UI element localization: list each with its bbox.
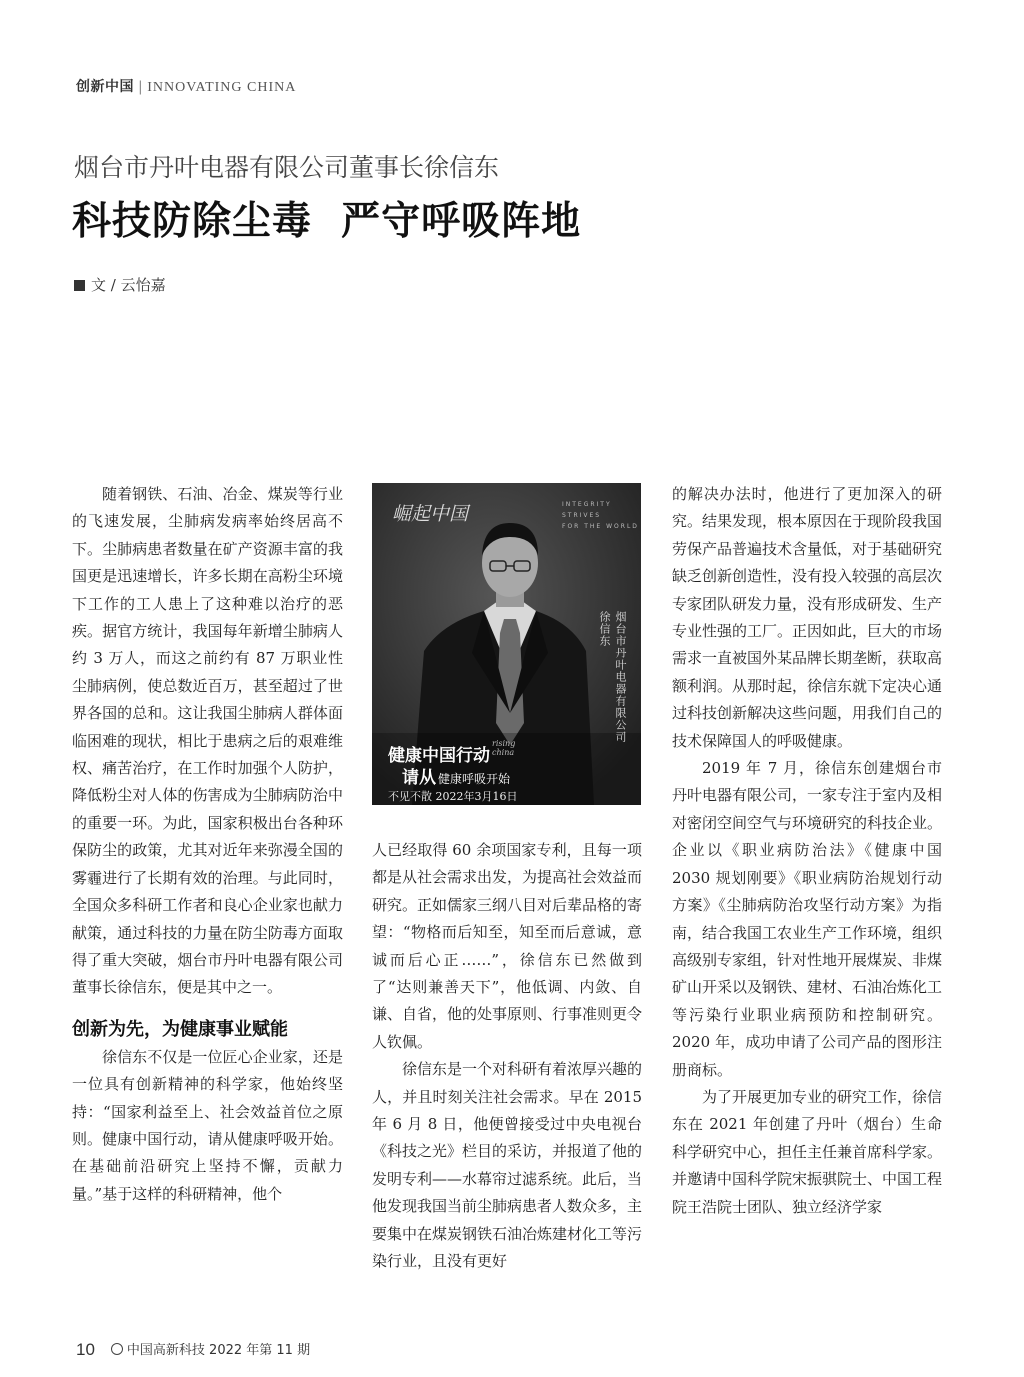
text-column-2	[372, 837, 642, 1276]
paragraph: 随着钢铁、石油、冶金、煤炭等行业的飞速发展，尘肺病发病率始终居高不下。尘肺病患者数量在矿产资源丰富的我国更是迅速增长，许多长期在高粉尘环境下工作的工人患上了这种难以治疗的恶疾。据官方统计，我国每年新增尘肺病人约 3 万人，而这之前约有 87 万职业性尘肺病例，使总数近百万，甚至超过了世界各国的总和。这让我国尘肺病人群体面临困难的现状，相比于患病之后的艰难维权、痛苦治疗，在工作时加强个人防护，降低粉尘对人体的伤害成为尘肺病防治中的重要一环。为此，国家积极出台各种环保防尘的政策，尤其对近年来弥漫全国的雾霾进行了长期有效的治理。与此同时，全国众多科研工作者和良心企业家也献力献策，通过科技的力量在防尘防毒方面取得了重大突破，烟台市丹叶电器有限公司董事长徐信东，便是其中之一。	[72, 485, 343, 997]
section-header	[76, 76, 296, 96]
photo-slogan-2	[402, 763, 510, 788]
photo-motto	[562, 499, 639, 532]
slogan-english-line: rising	[492, 739, 516, 748]
portrait-photo	[372, 483, 641, 805]
motto-line: STRIVES	[562, 512, 602, 519]
motto-line: FOR THE WORLD	[562, 523, 639, 530]
square-bullet-icon	[74, 280, 85, 291]
photo-logo: 崛起中国	[392, 503, 469, 525]
motto-line: INTEGRITY	[562, 501, 612, 508]
section-brand-english: INNOVATING CHINA	[147, 80, 297, 95]
header-separator: |	[138, 79, 144, 95]
section-brand: 创新中国	[76, 79, 134, 95]
photo-name-vertical: 徐信东	[598, 611, 611, 647]
slogan-english-line: china	[492, 748, 515, 757]
page-footer	[76, 1339, 310, 1360]
byline-text: 文 / 云怡嘉	[91, 276, 166, 294]
photo-slogan-english	[492, 739, 515, 757]
paragraph: 人已经取得 60 余项国家专利，且每一项都是从社会需求出发，为提高社会效益而研究。正如儒家三纲八目对后辈品格的寄望：“物格而后知至，知至而后意诚，意诚而后心正……”，徐信东已然做到了“达则兼善天下”，他低调、内敛、自谦、自省，他的处事原则、行事准则更令人钦佩。	[372, 841, 643, 1051]
photo-company-vertical: 烟台市丹叶电器有限公司	[614, 611, 627, 743]
paragraph: 的解决办法时，他进行了更加深入的研究。结果发现，根本原因在于现阶段我国劳保产品普遍技术含量低，对于基础研究缺乏创新创造性，没有投入较强的高层次专家团队研发力量，没有形成研发、生产专业性强的工厂。正因如此，巨大的市场需求一直被国外某品牌长期垄断，获取高额利润。从那时起，徐信东就下定决心通过科技创新解决这些问题，用我们自己的技术保障国人的呼吸健康。	[672, 485, 943, 750]
photo-slogan-3: 不见不散 2022年3月16日	[388, 790, 518, 803]
journal-info: 中国高新科技 2022 年第 11 期	[126, 1343, 311, 1358]
byline	[74, 274, 166, 295]
photo-slogan-1: 健康中国行动	[388, 746, 490, 766]
paragraph: 2019 年 7 月，徐信东创建烟台市丹叶电器有限公司，一家专注于室内及相对密闭空间空气与环境研究的科技企业。企业以《职业病防治法》《健康中国 2030 规划刚要》《职业病防治规划行动方案》《尘肺病防治攻坚行动方案》为指南，结合我国工农业生产工作环境，组织高级别专家组，针对性地开展煤炭、非煤矿山开采以及钢铁、建材、石油冶炼化工等污染行业职业病预防和控制研究。2020 年，成功申请了公司产品的图形注册商标。	[672, 759, 943, 1079]
journal-logo-icon	[111, 1343, 123, 1355]
text-column-1	[72, 481, 343, 1208]
paragraph: 为了开展更加专业的研究工作，徐信东在 2021 年创建了丹叶（烟台）生命科学研究中心，担任主任兼首席科学家。并邀请中国科学院宋振骐院士、中国工程院王浩院士团队、独立经济学家	[672, 1087, 943, 1216]
paragraph: 徐信东是一个对科研有着浓厚兴趣的人，并且时刻关注社会需求。早在 2015 年 6 月 8 日，他便曾接受过中央电视台《科技之光》栏目的采访，并报道了他的发明专利——水幕帘过滤系统。此后，当他发现我国当前尘肺病患者人数众多，主要集中在煤炭钢铁石油冶炼建材化工等污染行业，且没有更好	[372, 1060, 643, 1271]
article-subtitle: 烟台市丹叶电器有限公司董事长徐信东	[74, 153, 500, 182]
slogan-2-big: 请从	[402, 768, 436, 788]
slogan-2-small: 健康呼吸开始	[438, 772, 511, 786]
section-heading: 创新为先，为健康事业赋能	[72, 1018, 288, 1040]
text-column-3	[672, 481, 942, 1221]
paragraph: 徐信东不仅是一位匠心企业家，还是一位具有创新精神的科学家，他始终坚持：“国家利益至上、社会效益首位之原则。健康中国行动，请从健康呼吸开始。在基础前沿研究上坚持不懈，贡献力量。”基于这样的科研精神，他个	[72, 1047, 343, 1203]
article-title: 科技防除尘毒 严守呼吸阵地	[72, 199, 582, 244]
page-number: 10	[76, 1340, 95, 1359]
